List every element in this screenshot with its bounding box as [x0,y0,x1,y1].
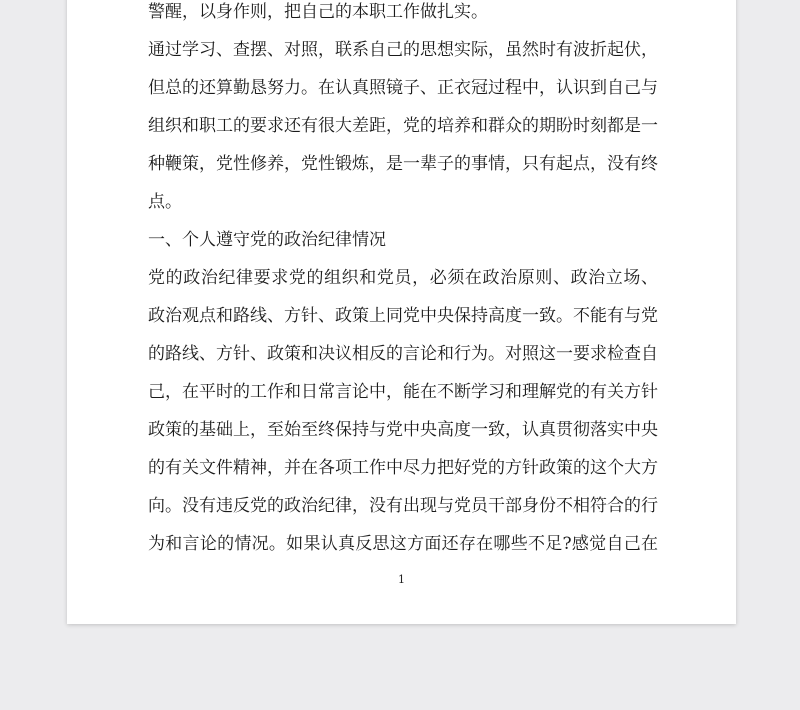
text-line: 的有关文件精神，并在各项工作中尽力把好党的方针政策的这个大方 [148,458,658,478]
text-line: 种鞭策，党性修养，党性锻炼，是一辈子的事情，只有起点，没有终 [148,154,658,174]
text-line: 己，在平时的工作和日常言论中，能在不断学习和理解党的有关方针 [148,382,658,402]
text-line: 通过学习、查摆、对照，联系自己的思想实际，虽然时有波折起伏， [148,40,658,60]
text-line: 警醒，以身作则，把自己的本职工作做扎实。 [148,2,488,22]
page-number: 1 [398,573,405,586]
text-line: 政策的基础上，至始至终保持与党中央高度一致，认真贯彻落实中央 [148,420,658,440]
section-heading: 一、个人遵守党的政治纪律情况 [148,230,386,250]
text-line: 向。没有违反党的政治纪律，没有出现与党员干部身份不相符合的行 [148,496,658,516]
text-line: 但总的还算勤恳努力。在认真照镜子、正衣冠过程中，认识到自己与 [148,78,658,98]
text-line: 政治观点和路线、方针、政策上同党中央保持高度一致。不能有与党 [148,306,658,326]
text-line: 点。 [148,192,182,212]
text-line: 的路线、方针、政策和决议相反的言论和行为。对照这一要求检查自 [148,344,658,364]
document-page [67,0,736,624]
text-line: 党的政治纪律要求党的组织和党员，必须在政治原则、政治立场、 [148,268,658,288]
text-line: 组织和职工的要求还有很大差距，党的培养和群众的期盼时刻都是一 [148,116,658,136]
text-line: 为和言论的情况。如果认真反思这方面还存在哪些不足?感觉自己在 [148,534,658,554]
